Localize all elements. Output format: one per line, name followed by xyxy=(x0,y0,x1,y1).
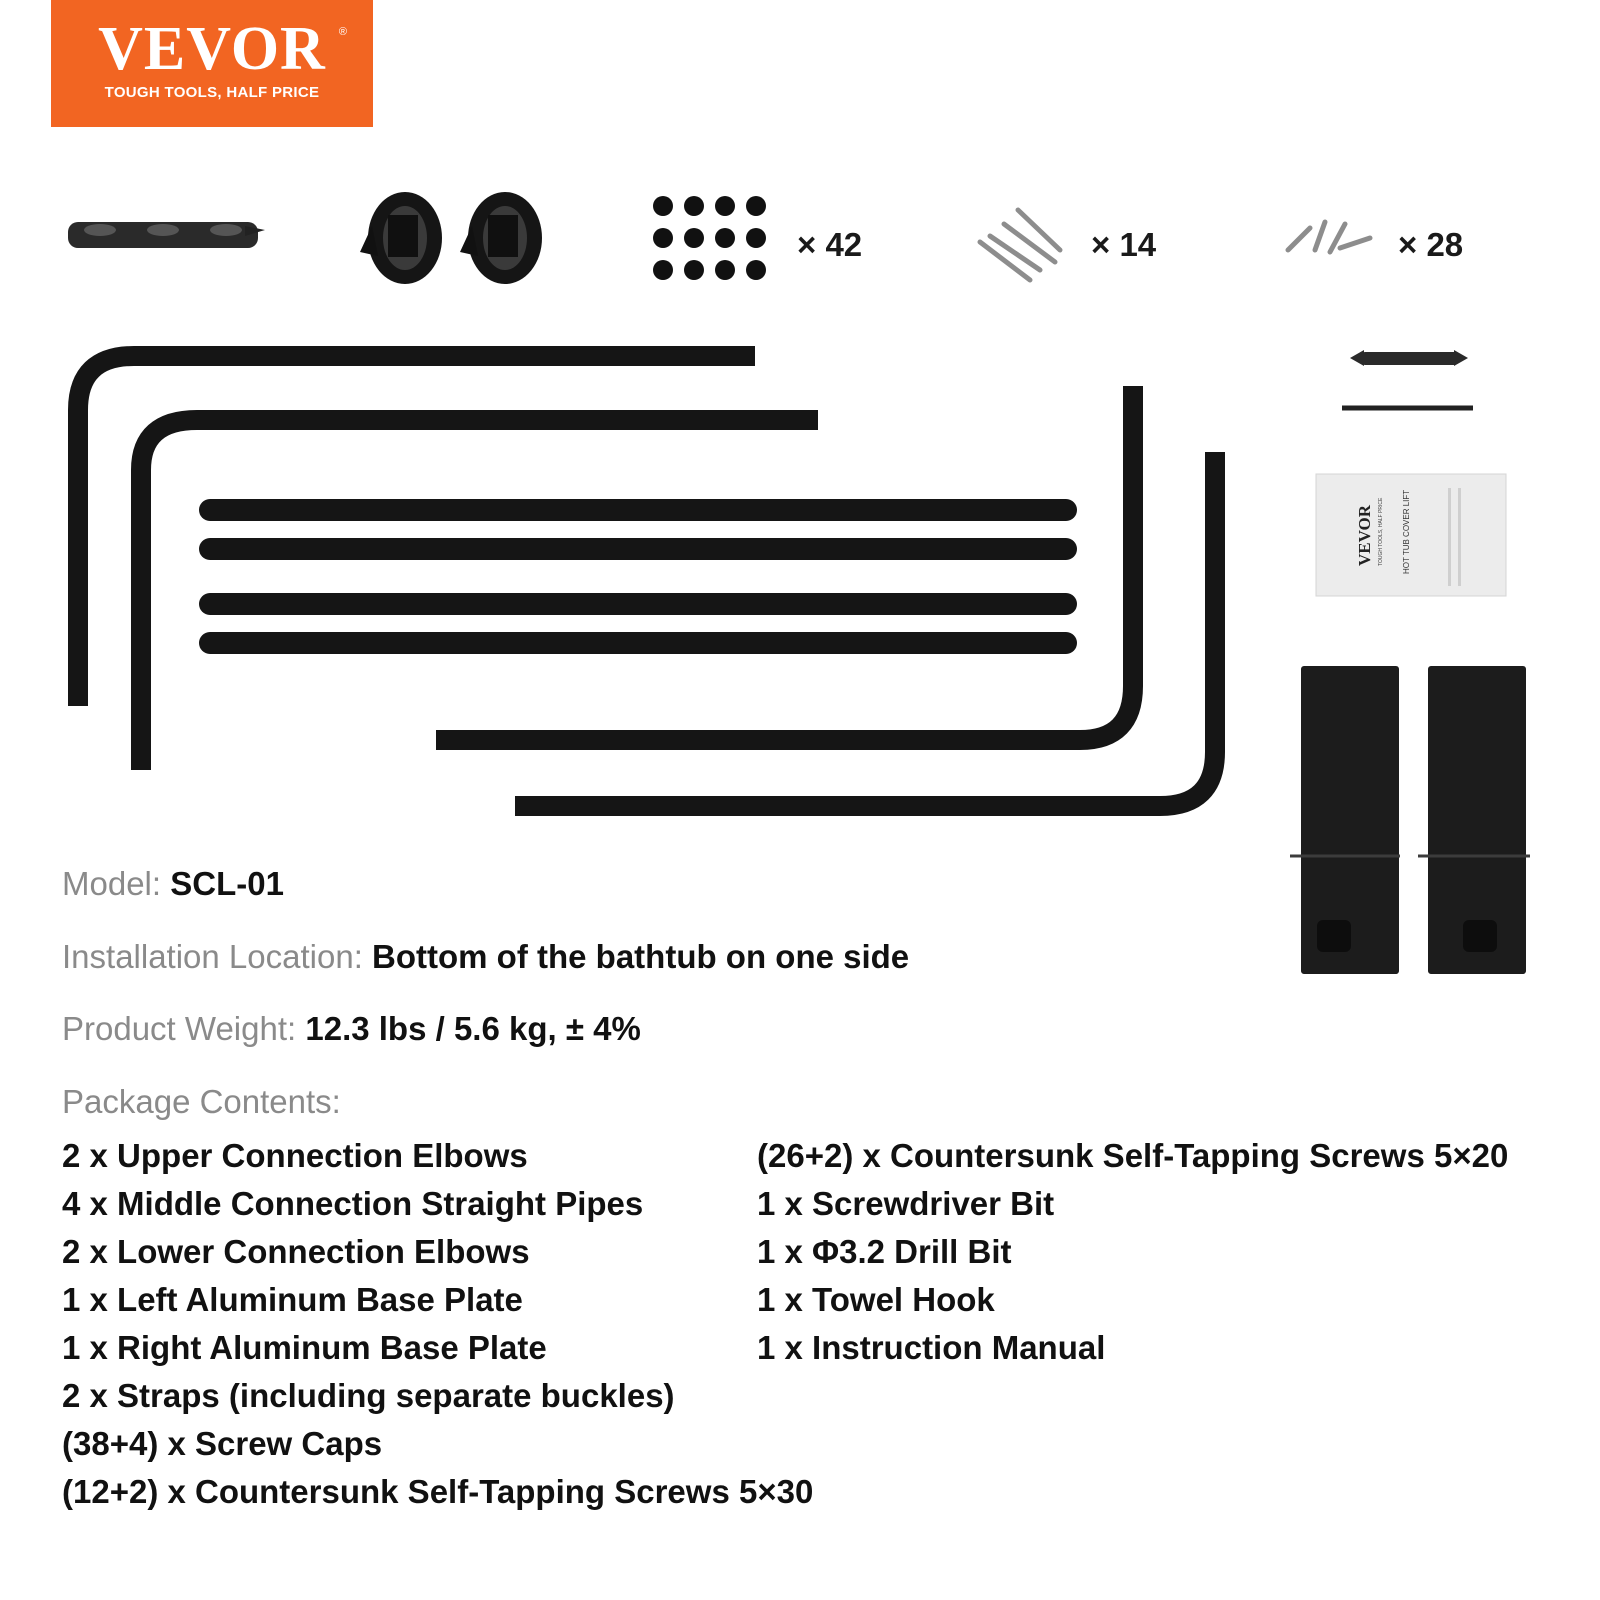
package-contents-right-list xyxy=(757,1132,1508,1372)
left-base-plate-icon xyxy=(1290,666,1400,974)
package-contents-left-list xyxy=(62,1132,813,1516)
instruction-manual-icon xyxy=(1316,474,1506,596)
package-item: (38+4) x Screw Caps xyxy=(62,1425,383,1462)
package-item: (12+2) x Countersunk Self-Tapping Screws 5×30 xyxy=(62,1473,814,1510)
spec-location xyxy=(62,937,909,977)
logo-brand-name: VEVOR xyxy=(98,15,326,83)
package-item: 2 x Lower Connection Elbows xyxy=(62,1233,530,1270)
logo-registered-mark: ® xyxy=(338,26,347,38)
long-screws-quantity: × 14 xyxy=(1091,226,1157,263)
spec-location-value: Bottom of the bathtub on one side xyxy=(372,938,910,975)
screw-caps-icon xyxy=(653,196,766,280)
spec-weight-value: 12.3 lbs / 5.6 kg, ± 4% xyxy=(305,1010,641,1047)
lower-elbow-pipe-icon xyxy=(436,386,1133,740)
short-screws-quantity: × 28 xyxy=(1398,226,1464,263)
manual-cover-title: HOT TUB COVER LIFT xyxy=(1402,489,1411,574)
package-item: 2 x Straps (including separate buckles) xyxy=(62,1377,675,1414)
package-item: 1 x Towel Hook xyxy=(757,1281,995,1318)
package-item: 2 x Upper Connection Elbows xyxy=(62,1137,528,1174)
package-item: 1 x Left Aluminum Base Plate xyxy=(62,1281,523,1318)
package-item: (26+2) x Countersunk Self-Tapping Screws 5×20 xyxy=(757,1137,1509,1174)
manual-cover-tagline: TOUGH TOOLS, HALF PRICE xyxy=(1378,497,1384,566)
spec-weight xyxy=(62,1009,641,1049)
screw-caps-quantity: × 42 xyxy=(797,226,863,263)
package-contents-title: Package Contents: xyxy=(62,1083,341,1120)
short-screws-icon xyxy=(1288,222,1370,252)
spec-location-label: Installation Location: xyxy=(62,938,363,975)
manual-cover-brand: VEVOR xyxy=(1355,504,1374,566)
logo-tagline: TOUGH TOOLS, HALF PRICE xyxy=(104,84,320,101)
package-item: 4 x Middle Connection Straight Pipes xyxy=(62,1185,644,1222)
spec-weight-label: Product Weight: xyxy=(62,1010,297,1047)
package-item: 1 x Instruction Manual xyxy=(757,1329,1106,1366)
spec-model-value: SCL-01 xyxy=(170,865,284,902)
strap-icon xyxy=(360,192,442,284)
package-item: 1 x Screwdriver Bit xyxy=(757,1185,1055,1222)
package-item: 1 x Right Aluminum Base Plate xyxy=(62,1329,547,1366)
towel-hook-icon xyxy=(68,222,265,248)
straight-pipe-icon xyxy=(210,510,1066,643)
screwdriver-bit-icon xyxy=(1350,350,1468,366)
package-item: 1 x Φ3.2 Drill Bit xyxy=(757,1233,1012,1270)
spec-model xyxy=(62,864,284,904)
spec-model-label: Model: xyxy=(62,865,162,902)
right-base-plate-icon xyxy=(1418,666,1530,974)
strap-icon xyxy=(460,192,542,284)
long-screws-icon xyxy=(980,210,1060,280)
